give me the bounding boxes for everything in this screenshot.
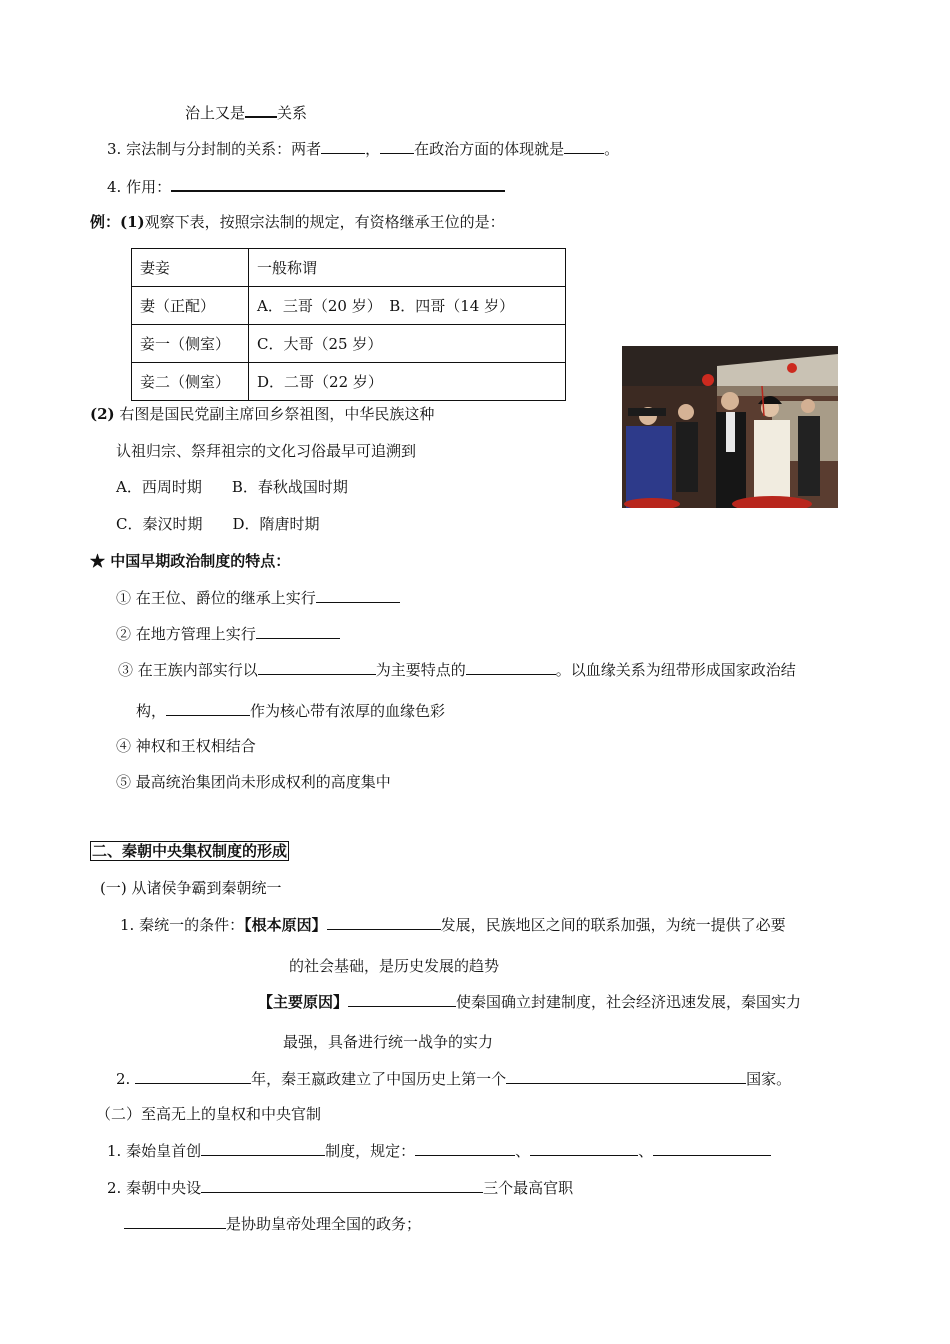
emperor-line bbox=[107, 1140, 771, 1161]
text: 关系 bbox=[277, 104, 308, 122]
blank[interactable] bbox=[258, 659, 376, 675]
blank[interactable] bbox=[256, 623, 340, 639]
succession-table bbox=[131, 248, 566, 401]
text: 构， bbox=[136, 702, 167, 720]
text: 3. 宗法制与分封制的关系：两者 bbox=[107, 140, 322, 158]
blank[interactable] bbox=[321, 138, 365, 154]
table-cell: 妾一（侧室） bbox=[132, 325, 249, 363]
text: 是协助皇帝处理全国的政务； bbox=[226, 1215, 422, 1233]
point-3-cont bbox=[136, 700, 445, 721]
ancestor-worship-photo bbox=[622, 346, 838, 508]
text: 发展，民族地区之间的联系加强，为统一提供了必要 bbox=[440, 916, 786, 934]
example-question-2 bbox=[90, 404, 434, 424]
subsection-1: (一) 从诸侯争霸到秦朝统一 bbox=[100, 879, 282, 897]
condition-2-cont: 最强，具备进行统一战争的实力 bbox=[283, 1033, 494, 1051]
officials-line bbox=[107, 1177, 573, 1198]
line-continuation bbox=[185, 101, 307, 123]
blank[interactable] bbox=[653, 1140, 771, 1156]
table-row bbox=[132, 249, 566, 287]
text: 国家。 bbox=[746, 1070, 792, 1088]
example-question-1 bbox=[90, 212, 505, 232]
text: 1. 秦始皇首创 bbox=[107, 1142, 202, 1160]
text: 2. 秦朝中央设 bbox=[107, 1179, 202, 1197]
blank[interactable] bbox=[124, 1213, 226, 1229]
question-number: (1) bbox=[120, 213, 145, 231]
blank[interactable] bbox=[135, 1068, 251, 1084]
blank[interactable] bbox=[327, 914, 441, 930]
subsection-2: （二）至高无上的皇权和中央官制 bbox=[96, 1105, 322, 1123]
condition-1-cont: 的社会基础，是历史发展的趋势 bbox=[289, 957, 500, 975]
options-cd[interactable]: C．秦汉时期 D．隋唐时期 bbox=[116, 515, 320, 533]
text: 为主要特点的 bbox=[375, 661, 466, 679]
label-main-cause: 【主要原因】 bbox=[258, 993, 349, 1011]
text: 1. 秦统一的条件： bbox=[120, 916, 245, 934]
text: 。 bbox=[604, 140, 620, 158]
text: 在政治方面的体现就是 bbox=[414, 140, 565, 158]
question-text: 观察下表，按照宗法制的规定，有资格继承王位的是： bbox=[144, 213, 505, 231]
blank[interactable] bbox=[506, 1068, 746, 1084]
table-row bbox=[132, 363, 566, 401]
question-text: 右图是国民党副主席回乡祭祖图，中华民族这种 bbox=[114, 405, 435, 423]
table-cell: D．二哥（22 岁） bbox=[249, 363, 566, 401]
line-effect bbox=[107, 175, 505, 197]
text: 使秦国确立封建制度，社会经济迅速发展，秦国实力 bbox=[456, 993, 802, 1011]
text: 作为核心带有浓厚的血缘色彩 bbox=[250, 702, 446, 720]
blank[interactable] bbox=[380, 138, 414, 154]
point-2 bbox=[116, 623, 340, 644]
year-line bbox=[116, 1068, 791, 1089]
condition-1 bbox=[120, 914, 786, 935]
line-relationship bbox=[107, 138, 619, 159]
question-text-cont: 认祖归宗、祭拜祖宗的文化习俗最早可追溯到 bbox=[116, 442, 417, 460]
text: ② 在地方管理上实行 bbox=[116, 625, 256, 643]
text: 治上又是 bbox=[185, 104, 246, 122]
example-label: 例： bbox=[90, 213, 121, 231]
label-root-cause: 【根本原因】 bbox=[244, 916, 327, 934]
text: 制度，规定： bbox=[325, 1142, 416, 1160]
table-row bbox=[132, 325, 566, 363]
text: 年，秦王嬴政建立了中国历史上第一个 bbox=[251, 1070, 507, 1088]
blank[interactable] bbox=[166, 700, 250, 716]
section-2-heading bbox=[90, 841, 289, 861]
table-header-cell: 一般称谓 bbox=[249, 249, 566, 287]
blank[interactable] bbox=[415, 1140, 515, 1156]
blank[interactable] bbox=[530, 1140, 638, 1156]
condition-2 bbox=[258, 991, 801, 1012]
table-cell: 妻（正配） bbox=[132, 287, 249, 325]
separator: 、 bbox=[638, 1142, 654, 1160]
point-5: ⑤ 最高统治集团尚未形成权利的高度集中 bbox=[116, 773, 391, 791]
heading-text: 二、秦朝中央集权制度的形成 bbox=[92, 842, 288, 860]
separator: 、 bbox=[515, 1142, 531, 1160]
blank[interactable] bbox=[466, 659, 556, 675]
text: 三个最高官职 bbox=[483, 1179, 574, 1197]
text: 2. bbox=[116, 1070, 136, 1088]
point-3 bbox=[118, 659, 796, 680]
blank[interactable] bbox=[564, 138, 604, 154]
point-1 bbox=[116, 587, 400, 608]
text: ③ 在王族内部实行以 bbox=[118, 661, 258, 679]
blank[interactable] bbox=[201, 1177, 483, 1193]
table-cell: C．大哥（25 岁） bbox=[249, 325, 566, 363]
question-number: (2) bbox=[90, 405, 115, 423]
blank[interactable] bbox=[348, 991, 456, 1007]
table-cell: A．三哥（20 岁） B．四哥（14 岁） bbox=[249, 287, 566, 325]
table-header-cell: 妻妾 bbox=[132, 249, 249, 287]
text: 。以血缘关系为纽带形成国家政治结 bbox=[555, 661, 796, 679]
chancellor-line bbox=[124, 1213, 421, 1234]
options-ab[interactable]: A．西周时期 B．春秋战国时期 bbox=[116, 478, 348, 496]
blank[interactable] bbox=[245, 101, 277, 118]
table-cell: 妾二（侧室） bbox=[132, 363, 249, 401]
point-4: ④ 神权和王权相结合 bbox=[116, 737, 256, 755]
text: ， bbox=[365, 140, 381, 158]
section-star-heading: ★ 中国早期政治制度的特点： bbox=[90, 552, 291, 570]
blank[interactable] bbox=[316, 587, 400, 603]
text: 4. 作用： bbox=[107, 178, 172, 196]
table-row bbox=[132, 287, 566, 325]
blank[interactable] bbox=[171, 175, 505, 192]
text: ① 在王位、爵位的继承上实行 bbox=[116, 589, 316, 607]
photo-illustration bbox=[622, 346, 838, 508]
blank[interactable] bbox=[201, 1140, 325, 1156]
